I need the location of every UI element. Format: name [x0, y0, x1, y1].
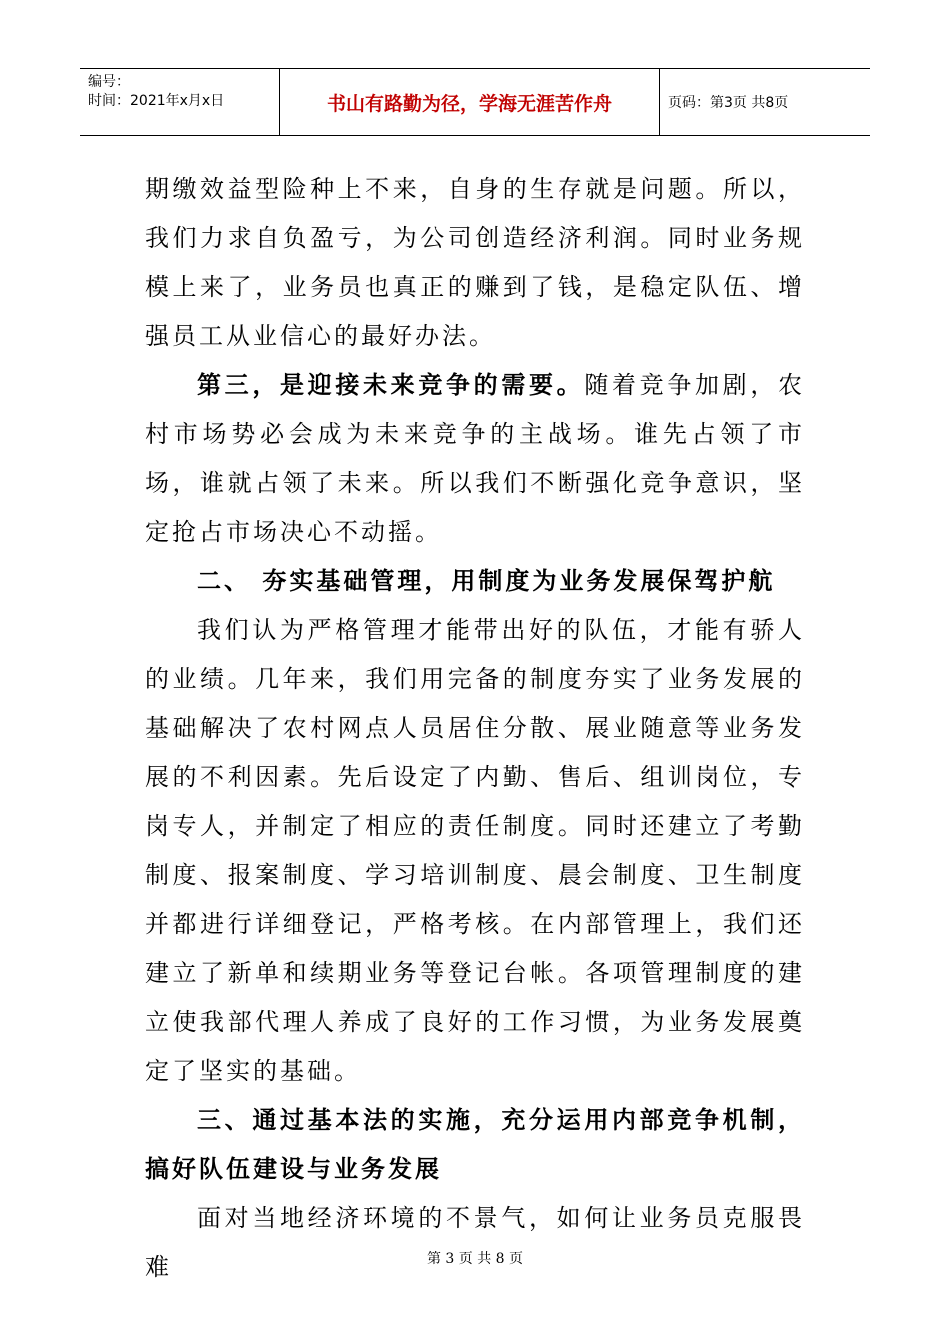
paragraph-1: 期缴效益型险种上不来，自身的生存就是问题。所以，我们力求自负盈亏，为公司创造经济利润。同时业务规模上来了，业务员也真正的赚到了钱，是稳定队伍、增强员工从业信心的最好办法。: [145, 175, 805, 350]
paragraph-2-lead: 第三，是迎接未来竞争的需要。: [197, 371, 585, 399]
document-body: [145, 165, 805, 1292]
section-heading-2: 二、 夯实基础管理，用制度为业务发展保驾护航: [197, 567, 776, 595]
paragraph-2-text: 随着竞争加剧，农村市场势必会成为未来竞争的主战场。谁先占领了市场，谁就占领了未来。所以我们不断强化竞争意识，坚定抢占市场决心不动摇。: [145, 371, 806, 546]
header-number-label: 编号：: [88, 74, 130, 90]
header-time-label: 时间：2021年x月x日: [88, 93, 225, 109]
header-page-info: 页码：第3页 共8页: [668, 95, 789, 111]
header-motto: 书山有路勤为径，学海无涯苦作舟: [280, 69, 660, 135]
section-heading-3: 三、通过基本法的实施，充分运用内部竞争机制，搞好队伍建设与业务发展: [145, 1106, 805, 1183]
paragraph-2: [145, 361, 805, 557]
paragraph-4: 面对当地经济环境的不景气，如何让业务员克服畏难: [145, 1204, 805, 1281]
document-header: [80, 68, 870, 136]
paragraph-3: 我们认为严格管理才能带出好的队伍，才能有骄人的业绩。几年来，我们用完备的制度夯实了业务发展的基础解决了农村网点人员居住分散、展业随意等业务发展的不利因素。先后设定了内勤、售后、组训岗位，专岗专人，并制定了相应的责任制度。同时还建立了考勤制度、报案制度、学习培训制度、晨会制度、卫生制度并都进行详细登记，严格考核。在内部管理上，我们还建立了新单和续期业务等登记台帐。各项管理制度的建立使我部代理人养成了良好的工作习惯，为业务发展奠定了坚实的基础。: [145, 616, 805, 1085]
page-footer: 第 3 页 共 8 页: [426, 1251, 524, 1267]
header-meta: [80, 69, 280, 135]
